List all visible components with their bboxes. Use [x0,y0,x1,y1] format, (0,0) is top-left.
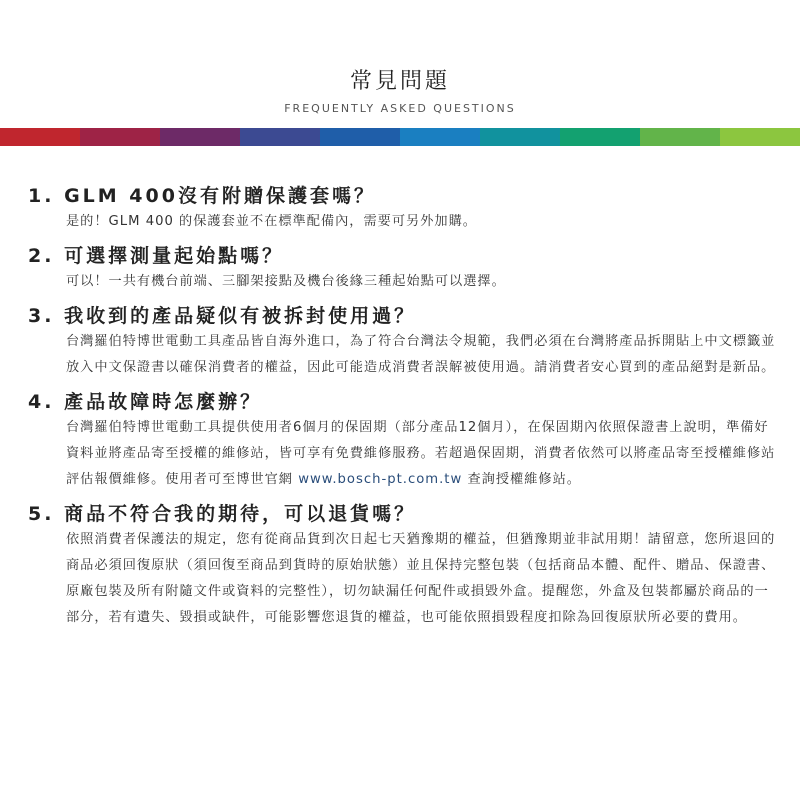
color-band-segment [160,128,240,146]
faq-answer [66,415,780,493]
color-band-segment [80,128,160,146]
question-text: 商品不符合我的期待，可以退貨嗎？ [64,503,417,525]
faq-list [28,183,780,639]
faq-answer: 是的！GLM 400 的保護套並不在標準配備內，需要可另外加購。 [66,214,477,229]
question-number: 2. [28,245,65,267]
color-band-segment [560,128,640,146]
faq-question [28,501,780,527]
faq-item [28,183,780,235]
page-title: 常見問題 [349,69,450,94]
page-header [0,68,800,116]
color-band-segment [400,128,480,146]
faq-question [28,389,780,415]
question-text: 可選擇測量起始點嗎？ [64,245,285,267]
answer-text: 台灣羅伯特博世電動工具提供使用者6個月的保固期（部分產品12個月），在保固期內依照保證書上說明，準備好資料並將產品寄至授權的維修站，皆可享有免費維修服務。若超過保固期，消費者依然可以將產品寄至授權維修站評估報價維修。使用者可至博世官網 [66,420,776,487]
faq-answer: 台灣羅伯特博世電動工具產品皆自海外進口，為了符合台灣法令規範，我們必須在台灣將產品拆開貼上中文標籤並放入中文保證書以確保消費者的權益，因此可能造成消費者誤解被使用過。請消費者安心買到的產品絕對是新品。 [66,334,776,375]
faq-answer: 依照消費者保護法的規定，您有從商品貨到次日起七天猶豫期的權益，但猶豫期並非試用期！請留意，您所退回的商品必須回復原狀（須回復至商品到貨時的原始狀態）並且保持完整包裝（包括商品本體、配件、贈品、保證書、原廠包裝及所有附隨文件或資料的完整性），切勿缺漏任何配件或損毀外盒。提醒您，外盒及包裝都屬於商品的一部分，若有遺失、毀損或缺件，可能影響您退貨的權益，也可能依照損毀程度扣除為回復原狀所必要的費用。 [66,532,776,625]
answer-text: 查詢授權維修站。 [462,472,581,487]
faq-item [28,303,780,381]
color-band-segment [720,128,800,146]
color-band-segment [240,128,320,146]
faq-question [28,303,780,329]
bosch-website-link[interactable]: www.bosch-pt.com.tw [298,472,463,487]
faq-question [28,183,780,209]
faq-item [28,243,780,295]
question-number: 4. [28,391,65,413]
question-number: 1. [28,185,65,207]
color-band-segment [320,128,400,146]
faq-item [28,501,780,631]
color-band [0,128,800,146]
color-band-segment [480,128,560,146]
question-text: 產品故障時怎麼辦？ [64,391,263,413]
question-number: 5. [28,503,65,525]
faq-question [28,243,780,269]
question-number: 3. [28,305,65,327]
page-subtitle: FREQUENTLY ASKED QUESTIONS [284,102,516,115]
faq-answer: 可以！一共有機台前端、三腳架接點及機台後緣三種起始點可以選擇。 [66,274,506,289]
color-band-segment [640,128,720,146]
question-text: GLM 400沒有附贈保護套嗎？ [64,185,376,207]
question-text: 我收到的產品疑似有被拆封使用過？ [64,305,417,327]
faq-item [28,389,780,493]
color-band-segment [0,128,80,146]
